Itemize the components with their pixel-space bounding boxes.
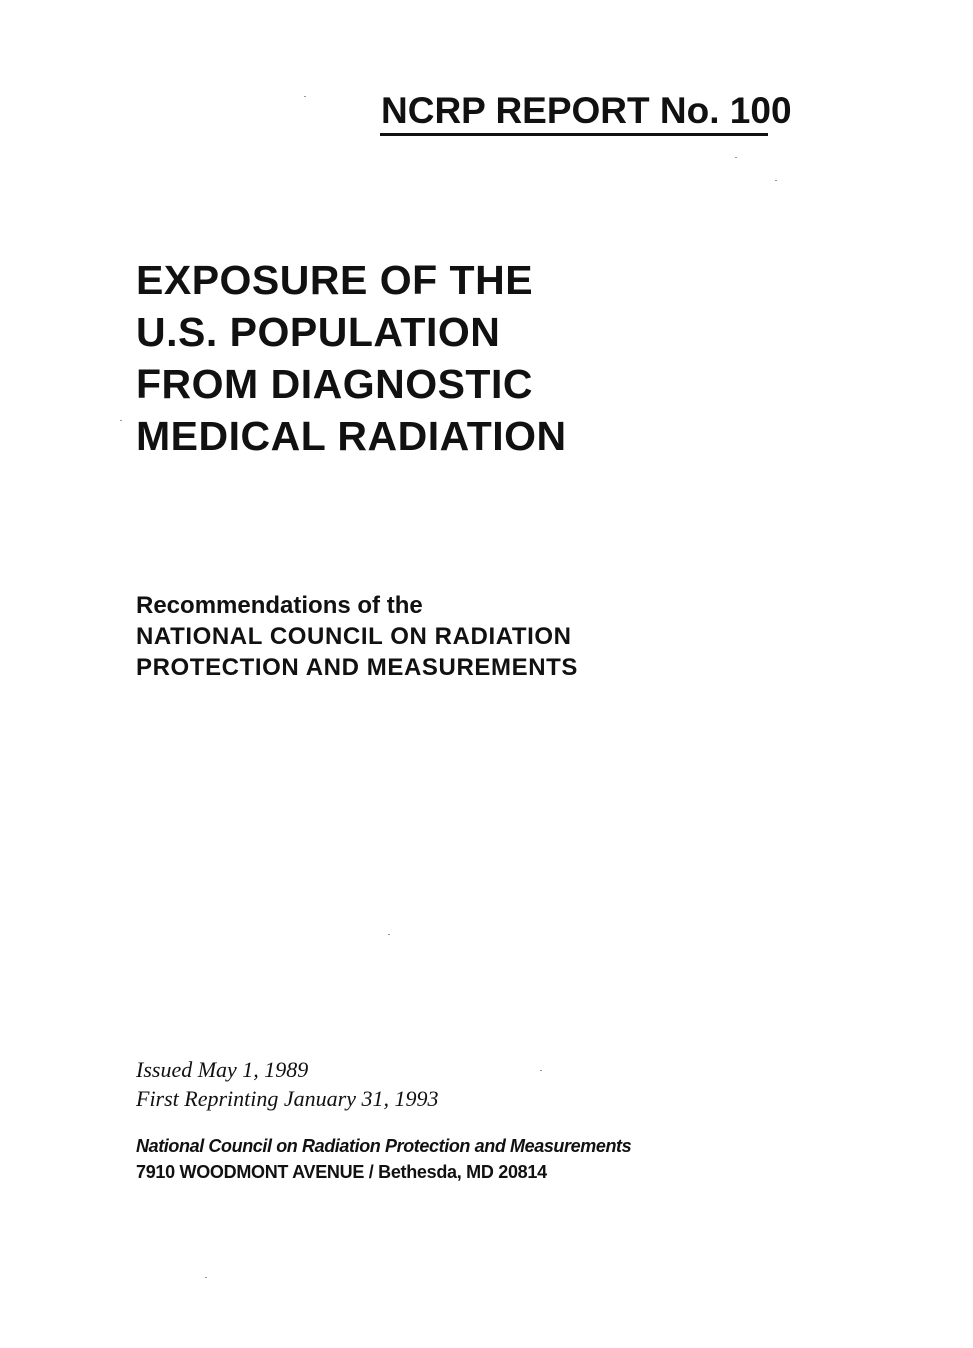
council-name-line: NATIONAL COUNCIL ON RADIATION	[136, 623, 572, 650]
title-line: MEDICAL RADIATION	[136, 413, 567, 459]
scan-speck	[775, 180, 777, 181]
report-number: NCRP REPORT No. 100	[381, 90, 792, 131]
council-name-line: PROTECTION AND MEASUREMENTS	[136, 654, 578, 681]
publisher-block	[136, 1133, 631, 1185]
scan-speck	[735, 157, 737, 158]
issue-dates	[136, 1055, 438, 1113]
scan-speck	[540, 1070, 542, 1071]
scan-speck	[120, 420, 122, 421]
title-line: U.S. POPULATION	[136, 309, 501, 355]
title-line: EXPOSURE OF THE	[136, 257, 534, 303]
issued-date: Issued May 1, 1989	[136, 1057, 309, 1082]
report-title	[136, 254, 567, 462]
recommendations-block	[136, 590, 578, 683]
report-number-underline	[380, 133, 768, 136]
scan-speck	[388, 934, 390, 935]
reprint-date: First Reprinting January 31, 1993	[136, 1086, 439, 1111]
publisher-address: 7910 WOODMONT AVENUE / Bethesda, MD 20814	[136, 1162, 547, 1182]
scan-speck	[304, 96, 306, 97]
recommendations-intro: Recommendations of the	[136, 592, 423, 619]
scan-speck	[205, 1277, 207, 1278]
title-line: FROM DIAGNOSTIC	[136, 361, 533, 407]
publisher-name: National Council on Radiation Protection and Measurements	[136, 1136, 632, 1156]
